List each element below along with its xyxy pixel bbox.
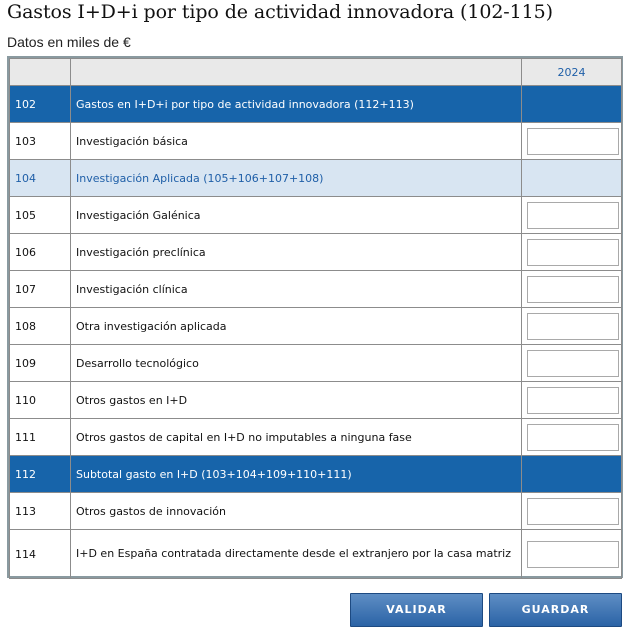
table-row-110 [10,382,622,419]
row-value-cell [522,530,622,579]
row-label: Investigación Aplicada (105+106+107+108) [71,160,522,197]
row-label: Investigación básica [71,123,522,160]
header-code-cell [10,59,71,86]
row-code: 111 [10,419,71,456]
row-code: 104 [10,160,71,197]
row-code: 112 [10,456,71,493]
row-label: Otros gastos de capital en I+D no imputables a ninguna fase [71,419,522,456]
table-row-114 [10,530,622,579]
row-value-cell [522,86,622,123]
row-label: I+D en España contratada directamente desde el extranjero por la casa matriz [71,530,522,579]
row-code: 108 [10,308,71,345]
amount-input-103[interactable] [527,128,619,155]
amount-input-114[interactable] [527,541,619,568]
row-label: Investigación preclínica [71,234,522,271]
row-label: Desarrollo tecnológico [71,345,522,382]
row-label: Otros gastos en I+D [71,382,522,419]
table-row-112 [10,456,622,493]
row-value-cell [522,419,622,456]
save-button[interactable]: GUARDAR [489,593,622,627]
amount-input-107[interactable] [527,276,619,303]
row-code: 105 [10,197,71,234]
page-title: Gastos I+D+i por tipo de actividad innovadora (102-115) [7,1,553,23]
row-code: 107 [10,271,71,308]
row-value-cell [522,234,622,271]
row-code: 103 [10,123,71,160]
row-label: Otros gastos de innovación [71,493,522,530]
validate-button[interactable]: VALIDAR [350,593,483,627]
table-row-108 [10,308,622,345]
table-row-104 [10,160,622,197]
amount-input-111[interactable] [527,424,619,451]
expenses-table [9,58,622,579]
amount-input-105[interactable] [527,202,619,229]
table-row-105 [10,197,622,234]
header-year-cell: 2024 [522,59,622,86]
row-code: 114 [10,530,71,579]
row-value-cell [522,493,622,530]
amount-input-110[interactable] [527,387,619,414]
amount-input-109[interactable] [527,350,619,377]
row-label: Subtotal gasto en I+D (103+104+109+110+111) [71,456,522,493]
row-value-cell [522,345,622,382]
units-note: Datos en miles de € [7,34,131,50]
row-code: 113 [10,493,71,530]
row-value-cell [522,308,622,345]
table-header-row [10,59,622,86]
row-value-cell [522,271,622,308]
amount-input-108[interactable] [527,313,619,340]
amount-input-106[interactable] [527,239,619,266]
row-value-cell [522,197,622,234]
table-row-102 [10,86,622,123]
expenses-table-body [10,59,622,579]
table-row-109 [10,345,622,382]
row-value-cell [522,160,622,197]
table-row-113 [10,493,622,530]
row-value-cell [522,456,622,493]
header-description-cell [71,59,522,86]
row-label: Investigación clínica [71,271,522,308]
row-code: 106 [10,234,71,271]
row-value-cell [522,123,622,160]
amount-input-113[interactable] [527,498,619,525]
row-code: 109 [10,345,71,382]
table-row-103 [10,123,622,160]
table-row-106 [10,234,622,271]
row-code: 102 [10,86,71,123]
expenses-table-container [7,56,623,578]
row-label: Investigación Galénica [71,197,522,234]
table-row-111 [10,419,622,456]
row-value-cell [522,382,622,419]
row-label: Otra investigación aplicada [71,308,522,345]
row-label: Gastos en I+D+i por tipo de actividad innovadora (112+113) [71,86,522,123]
table-row-107 [10,271,622,308]
row-code: 110 [10,382,71,419]
